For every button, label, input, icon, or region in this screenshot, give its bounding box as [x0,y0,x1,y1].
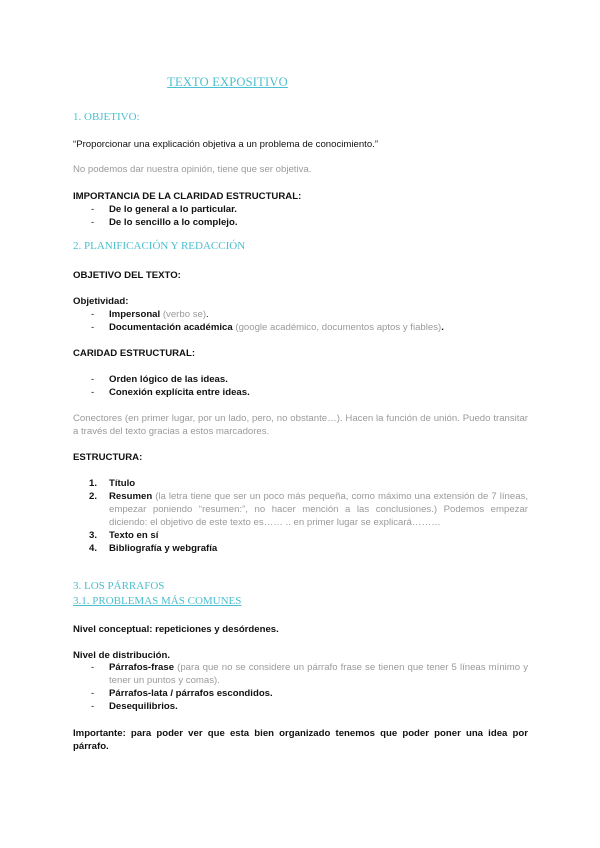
dash-bullet: - [91,662,95,673]
list-item-text: Bibliografía y webgrafía [109,543,218,554]
objetividad-label: Objetividad: [73,296,129,307]
section-1-heading: 1. OBJETIVO: [73,111,140,123]
list-item-text: Documentación académica (google académico, documentos aptos y fiables). [109,322,444,333]
dash-bullet: - [91,374,95,385]
dash-bullet: - [91,688,95,699]
list-number: 2. [89,491,98,502]
list-item-text: De lo sencillo a lo complejo. [109,217,238,228]
nivel-conceptual: Nivel conceptual: repeticiones y desórdenes. [73,624,279,635]
section-2-heading: 2. PLANIFICACIÓN Y REDACCIÓN [73,240,246,252]
dash-bullet: - [91,204,95,215]
list-item-text: Párrafos-lata / párrafos escondidos. [109,688,273,699]
dash-bullet: - [91,701,95,712]
list-item-text: Impersonal (verbo se). [109,309,209,320]
list-item-text: Resumen (la letra tiene que ser un poco más pequeña, como máximo una extensión de 7 líneas, empezar poniendo “resumen:”, no hacer mención a las conclusiones.) Podemos empezar diciendo: el objetivo de este texto es…… .. en primer lugar se explicará……… [109,491,528,528]
caridad-heading: CARIDAD ESTRUCTURAL: [73,348,196,359]
objectivity-note: No podemos dar nuestra opinión, tiene que ser objetiva. [73,164,312,175]
conectores-paragraph: Conectores (en primer lugar, por un lado, pero, no obstante…). Hacen la función de unión. Puedo transitar a través del texto gracias a estos marcadores. [73,413,528,437]
estructura-heading: ESTRUCTURA: [73,452,143,463]
nivel-distribucion: Nivel de distribución. [73,650,171,661]
list-item-text: De lo general a lo particular. [109,204,237,215]
document-title: TEXTO EXPOSITIVO [167,75,288,89]
dash-bullet: - [91,322,95,333]
objective-quote: “Proporcionar una explicación objetiva a un problema de conocimiento.” [73,139,379,150]
list-item-text: Desequilibrios. [109,701,178,712]
section-3-1-subheading: 3.1. PROBLEMAS MÁS COMUNES [73,595,242,607]
importancia-heading: IMPORTANCIA DE LA CLARIDAD ESTRUCTURAL: [73,191,302,202]
objetivo-heading: OBJETIVO DEL TEXTO: [73,270,181,281]
dash-bullet: - [91,217,95,228]
list-item-text: Título [109,478,136,489]
section-3-heading: 3. LOS PÁRRAFOS [73,580,165,592]
list-number: 3. [89,530,98,541]
list-item-text: Texto en sí [109,530,159,541]
list-item-text: Conexión explícita entre ideas. [109,387,250,398]
list-item-text: Párrafos-frase (para que no se considere un párrafo frase se tienen que tener 5 líneas mínimo y tener un puntos y comas). [109,662,528,686]
list-number: 1. [89,478,98,489]
list-number: 4. [89,543,98,554]
dash-bullet: - [91,309,95,320]
list-item-text: Orden lógico de las ideas. [109,374,228,385]
dash-bullet: - [91,387,95,398]
importante-paragraph: Importante: para poder ver que esta bien organizado tenemos que poder poner una idea por párrafo. [73,728,528,752]
